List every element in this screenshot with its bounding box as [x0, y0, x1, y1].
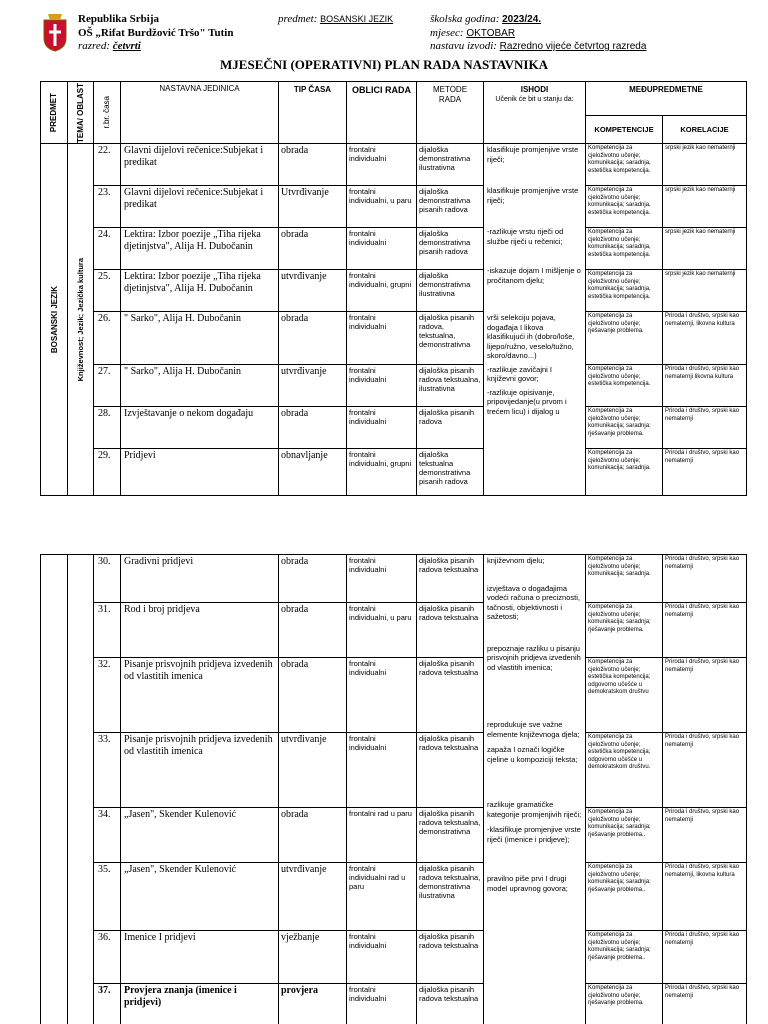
- table-row: [41, 658, 747, 733]
- work-methods: dijaloška pisanih radova tekstualna, demonstrativna ilustrativna: [417, 863, 484, 931]
- lesson-unit: Gradivni pridjevi: [121, 555, 279, 603]
- col-oblici: OBLICI RADA: [347, 82, 417, 144]
- lesson-number: 35.: [94, 863, 121, 931]
- work-forms: frontalni individualni, u paru: [347, 603, 417, 658]
- predmet-cell: BOSANSKI JEZIK: [49, 285, 59, 354]
- competencies: Kompetencija za cjeloživotno učenje; komunikacija; saradnja; rješavanje problema..: [586, 808, 663, 863]
- grade-value: četvrti: [112, 40, 141, 52]
- work-methods: dijaloška demonstrativna pisanih radova: [417, 228, 484, 270]
- col-rbr: r.br. časa: [102, 96, 111, 129]
- outcome-item: pravilno piše prvi I drugi model upravnog govora;: [487, 874, 568, 893]
- lesson-number: 31.: [94, 603, 121, 658]
- teacher-value: Razredno vijeće četvrtog razreda: [499, 41, 647, 52]
- work-forms: frontalni individualni: [347, 984, 417, 1024]
- competencies: Kompetencija za cjeloživotno učenje; komunikacija; saradnja, estetička kompetencija.: [586, 228, 663, 270]
- outcome-item: klasifikuje promjenjive vrste riječi;: [487, 145, 579, 164]
- lesson-number: 22.: [94, 144, 121, 186]
- lesson-number: 24.: [94, 228, 121, 270]
- work-forms: frontalni rad u paru: [347, 808, 417, 863]
- lesson-number: 25.: [94, 270, 121, 312]
- correlations: srpski jezik kao nematernji: [663, 228, 747, 270]
- lesson-number: 33.: [94, 733, 121, 808]
- table-row: [41, 144, 747, 186]
- work-methods: dijaloška demonstrativna pisanih radova: [417, 186, 484, 228]
- work-forms: frontalni individualni: [347, 144, 417, 186]
- lesson-type: Utvrđivanje: [279, 186, 347, 228]
- lesson-type: provjera: [279, 984, 347, 1024]
- competencies: Kompetencija za cjeloživotno učenje; komunikacija; saradnja, estetička kompetencija.: [586, 186, 663, 228]
- correlations: Priroda i društvo, srpski kao nematernji: [663, 658, 747, 733]
- year-field: [430, 13, 541, 26]
- lesson-unit: Lektira: Izbor poezije „Tiha rijeka djetinjstva", Alija H. Dubočanin: [121, 228, 279, 270]
- outcomes-cell: [484, 144, 586, 496]
- outcome-item: klasifikuje promjenjive vrste riječi;: [487, 186, 579, 205]
- work-methods: dijaloška pisanih radova tekstualna: [417, 733, 484, 808]
- serbia-coat-of-arms-logo: [40, 12, 70, 52]
- month-label: mjesec:: [430, 27, 464, 39]
- lesson-unit: Izvještavanje o nekom događaju: [121, 407, 279, 449]
- table-row: [41, 312, 747, 365]
- correlations: Priroda i društvo, srpski kao nematernji, likovna kultura: [663, 863, 747, 931]
- outcome-item: razlikuje gramatičke kategorije promjenjivih riječi;: [487, 800, 582, 819]
- work-forms: frontalni individualni: [347, 312, 417, 365]
- work-forms: frontalni individualni rad u paru: [347, 863, 417, 931]
- competencies: Kompetencija za cjeloživotno učenje; komunikacija; saradnja, estetička kompetencija.: [586, 270, 663, 312]
- lesson-unit: Imenice I pridjevi: [121, 931, 279, 984]
- lesson-number: 28.: [94, 407, 121, 449]
- correlations: Priroda i društvo, srpski kao nematernji: [663, 449, 747, 496]
- grade-field: [78, 40, 141, 53]
- work-methods: dijaloška pisanih radova tekstualna, ilustrativna: [417, 365, 484, 407]
- table-row: [41, 228, 747, 270]
- work-forms: frontalni individualni, grupni: [347, 449, 417, 496]
- month-value: OKTOBAR: [466, 28, 516, 39]
- outcome-item: -razlikuje opisivanje, pripovijedanje(u prvom i trećem licu) i dijalog u: [487, 387, 567, 416]
- work-methods: dijaloška demonstrativna ilustrativna: [417, 270, 484, 312]
- lesson-unit: Pisanje prisvojnih pridjeva izvedenih od vlastitih imenica: [121, 733, 279, 808]
- work-methods: dijaloška pisanih radova tekstualna: [417, 931, 484, 984]
- lesson-unit: Glavni dijelovi rečenice:Subjekat i predikat: [121, 186, 279, 228]
- lesson-type: utvrđivanje: [279, 863, 347, 931]
- competencies: Kompetencija za cjeloživotno učenje; komunikacija; saradnja.: [586, 449, 663, 496]
- country-name: Republika Srbija: [78, 13, 159, 25]
- correlations: Priroda i društvo, srpski kao nematernji: [663, 733, 747, 808]
- table-row: [41, 555, 747, 603]
- lesson-number: 36.: [94, 931, 121, 984]
- competencies: Kompetencija za cjeloživotno učenje; estetička kompetencija; odgovorno učešće u demokratskom društvu.: [586, 733, 663, 808]
- work-methods: dijaloška demonstrativna ilustrativna: [417, 144, 484, 186]
- lesson-number: 32.: [94, 658, 121, 733]
- work-methods: dijaloška tekstualna demonstrativna pisanih radova: [417, 449, 484, 496]
- table-row: [41, 186, 747, 228]
- work-methods: dijaloška pisanih radova tekstualna: [417, 984, 484, 1024]
- correlations: Priroda i društvo, srpski kao nematernji: [663, 555, 747, 603]
- table-row: [41, 863, 747, 931]
- outcome-item: -klasifikuje promjenjive vrste riječi (imenice i pridjeve);: [487, 825, 581, 844]
- work-forms: frontalni individualni: [347, 733, 417, 808]
- correlations: Priroda i društvo, srpski kao nematernji: [663, 931, 747, 984]
- correlations: Priroda i društvo, srpski kao nematernji likovna kultura: [663, 365, 747, 407]
- work-forms: frontalni individualni: [347, 555, 417, 603]
- plan-table-page-1: [40, 81, 747, 496]
- lesson-unit: Lektira: Izbor poezije „Tiha rijeka djetinjstva", Alija H. Dubočanin: [121, 270, 279, 312]
- work-methods: dijaloška pisanih radova, tekstualna, demonstrativna: [417, 312, 484, 365]
- work-methods: dijaloška pisanih radova tekstualna: [417, 555, 484, 603]
- lesson-unit: Pisanje prisvojnih pridjeva izvedenih od vlastitih imenica: [121, 658, 279, 733]
- work-forms: frontalni individualni: [347, 931, 417, 984]
- table-row: [41, 407, 747, 449]
- work-forms: frontalni individualni, grupni: [347, 270, 417, 312]
- page-title: MJESEČNI (OPERATIVNI) PLAN RADA NASTAVNIKA: [220, 57, 548, 72]
- col-predmet: PREDMET: [49, 92, 58, 133]
- school-name: OŠ „Rifat Burdžović Tršo" Tutin: [78, 27, 234, 39]
- teacher-field: [430, 40, 646, 53]
- year-value: 2023/24.: [502, 14, 542, 25]
- competencies: Kompetencija za cjeloživotno učenje; komunikacija; saradnja; rješavanje problema..: [586, 931, 663, 984]
- lesson-number: 30.: [94, 555, 121, 603]
- correlations: srpski jezik kao nematernji: [663, 270, 747, 312]
- work-methods: dijaloška pisanih radova tekstualna: [417, 603, 484, 658]
- outcome-item: reprodukuje sve važne elemente književnoga djela;: [487, 720, 580, 739]
- lesson-unit: Provjera znanja (imenice i pridjevi): [121, 984, 279, 1024]
- lesson-number: 23.: [94, 186, 121, 228]
- lesson-unit: " Sarko", Alija H. Dubočanin: [121, 365, 279, 407]
- table-row: [41, 449, 747, 496]
- lesson-type: obnavljanje: [279, 449, 347, 496]
- lesson-type: obrada: [279, 312, 347, 365]
- lesson-type: obrada: [279, 603, 347, 658]
- subject-field: [278, 13, 393, 26]
- col-tip: TIP ČASA: [279, 82, 347, 144]
- lesson-type: vježbanje: [279, 931, 347, 984]
- competencies: Kompetencija za cjeloživotno učenje; komunikacija; saradnja; rješavanje problema.: [586, 407, 663, 449]
- correlations: Priroda i društvo, srpski kao nematernji: [663, 603, 747, 658]
- col-medjupredmetne: MEĐUPREDMETNE: [586, 82, 747, 116]
- lesson-unit: Glavni dijelovi rečenice:Subjekat i predikat: [121, 144, 279, 186]
- work-methods: dijaloška pisanih radova: [417, 407, 484, 449]
- correlations: Priroda i društvo, srpski kao nematernji, likovna kultura: [663, 312, 747, 365]
- competencies: Kompetencija za cjeloživotno učenje; estetička kompetencija; odgovorno učešće u demokratskom društvu: [586, 658, 663, 733]
- plan-table-page-2: [40, 554, 747, 1024]
- lesson-type: utvrđivanje: [279, 270, 347, 312]
- work-forms: frontalni individualni, u paru: [347, 186, 417, 228]
- lesson-unit: Rod i broj pridjeva: [121, 603, 279, 658]
- competencies: Kompetencija za cjeloživotno učenje; rješavanje problema.: [586, 312, 663, 365]
- outcome-item: vrši selekciju pojava, događaja I likova klasifikujući ih (dobro/loše, lijepo/ružno, veselo/tužno, skoro/davno...): [487, 313, 575, 360]
- col-metode: METODE RADA: [417, 82, 484, 144]
- lesson-number: 27.: [94, 365, 121, 407]
- outcome-item: izvještava o događajima vodeći računa o preciznosti, tačnosti, objektivnosti i sažetosti;: [487, 583, 580, 621]
- outcomes-cell: [484, 555, 586, 1024]
- teacher-label: nastavu izvodi:: [430, 40, 497, 52]
- outcome-item: prepoznaje razliku u pisanju prisvojnih pridjeva izvedenih od vlastitih imenica;: [487, 643, 581, 672]
- subject-label: predmet:: [278, 13, 318, 25]
- competencies: Kompetencija za cjeloživotno učenje; komunikacija; saradnja; rješavanje problema.: [586, 603, 663, 658]
- grade-label: razred:: [78, 40, 110, 52]
- lesson-number: 26.: [94, 312, 121, 365]
- outcome-item: zapaža I označi logičke cjeline u kompoziciji teksta;: [487, 745, 578, 764]
- col-kompetencije: KOMPETENCIJE: [586, 116, 663, 144]
- lesson-type: obrada: [279, 555, 347, 603]
- lesson-number: 34.: [94, 808, 121, 863]
- work-forms: frontalni individualni: [347, 365, 417, 407]
- outcome-item: -iskazuje dojam I mišljenje o pročitanom djelu;: [487, 266, 581, 285]
- correlations: Priroda i društvo, srpski kao nematernji: [663, 407, 747, 449]
- work-forms: frontalni individualni: [347, 658, 417, 733]
- table-row: [41, 365, 747, 407]
- lesson-type: obrada: [279, 808, 347, 863]
- col-korelacije: KORELACIJE: [663, 116, 747, 144]
- competencies: Kompetencija za cjeloživotno učenje; komunikacija; saradnja; rješavanje problema..: [586, 863, 663, 931]
- correlations: srpski jezik kao nematernji: [663, 144, 747, 186]
- lesson-number: 29.: [94, 449, 121, 496]
- month-field: [430, 27, 515, 40]
- table-row: [41, 984, 747, 1024]
- competencies: Kompetencija za cjeloživotno učenje; rješavanje problema.: [586, 984, 663, 1024]
- lesson-unit: „Jasen", Skender Kulenović: [121, 863, 279, 931]
- tema-cell: Književnost; Jezik; Jezička kultura: [76, 257, 85, 382]
- correlations: Priroda i društvo, srpski kao nematernji: [663, 984, 747, 1024]
- lesson-unit: „Jasen", Skender Kulenović: [121, 808, 279, 863]
- table-row: [41, 270, 747, 312]
- subject-value: BOSANSKI JEZIK: [320, 14, 394, 24]
- table-row: [41, 603, 747, 658]
- work-forms: frontalni individualni: [347, 228, 417, 270]
- lesson-type: utvrđivanje: [279, 733, 347, 808]
- work-methods: dijaloška pisanih radova tekstualna, demonstrativna: [417, 808, 484, 863]
- outcome-item: -razlikuje zavičajni I književni govor;: [487, 364, 553, 383]
- work-methods: dijaloška pisanih radova tekstualna: [417, 658, 484, 733]
- lesson-unit: Pridjevi: [121, 449, 279, 496]
- col-jedinica: NASTAVNA JEDINICA: [121, 82, 279, 144]
- lesson-number: 37.: [94, 984, 121, 1024]
- table-row: [41, 808, 747, 863]
- col-ishodi: ISHODI: [520, 85, 549, 94]
- table-row: [41, 733, 747, 808]
- table-row: [41, 931, 747, 984]
- col-ishodi-sub: Učenik će bit u stanju da:: [495, 96, 574, 103]
- lesson-type: obrada: [279, 658, 347, 733]
- lesson-type: obrada: [279, 407, 347, 449]
- competencies: Kompetencija za cjeloživotno učenje; komunikacija; saradnja.: [586, 555, 663, 603]
- col-tema: TEMA/ OBLAST: [75, 82, 85, 143]
- competencies: Kompetencija za cjeloživotno učenje; komunikacija; saradnja, estetička kompetencija.: [586, 144, 663, 186]
- correlations: srpski jezik kao nematernji: [663, 186, 747, 228]
- year-label: školska godina:: [430, 13, 500, 25]
- lesson-type: obrada: [279, 228, 347, 270]
- competencies: Kompetencija za cjeloživotno učenje; estetička kompetencija.: [586, 365, 663, 407]
- outcome-item: književnom djelu;: [487, 556, 545, 565]
- lesson-type: utvrđivanje: [279, 365, 347, 407]
- lesson-type: obrada: [279, 144, 347, 186]
- lesson-unit: " Sarko", Alija H. Dubočanin: [121, 312, 279, 365]
- work-forms: frontalni individualni: [347, 407, 417, 449]
- correlations: Priroda i društvo, srpski kao nematernji: [663, 808, 747, 863]
- outcome-item: -razlikuje vrstu riječi od službe riječi u rečenici;: [487, 227, 564, 246]
